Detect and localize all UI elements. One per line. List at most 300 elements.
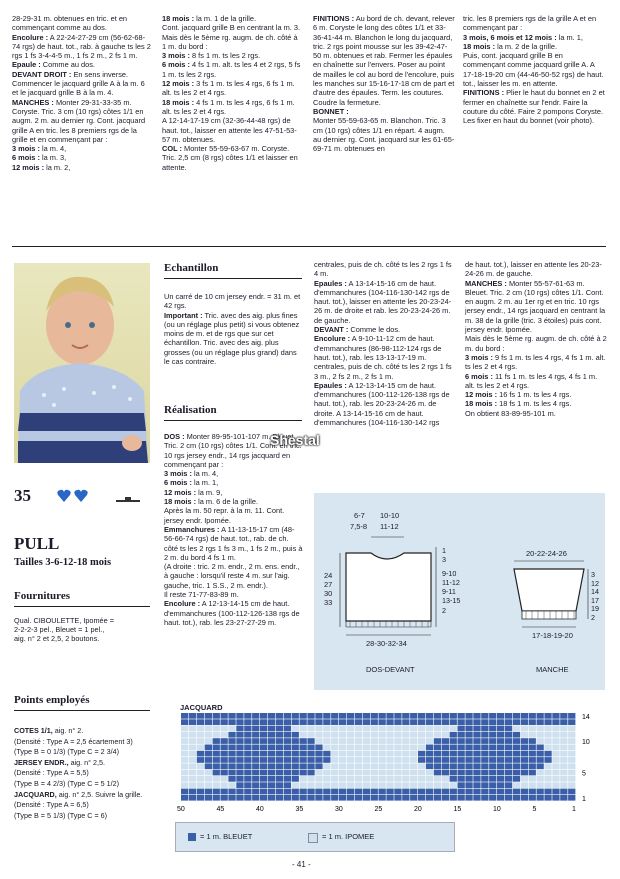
- fournitures-heading: Fournitures: [14, 590, 71, 602]
- jacquard-cell: [379, 776, 386, 782]
- jacquard-cell: [544, 782, 551, 788]
- jacquard-cell: [331, 795, 338, 801]
- jacquard-cell: [315, 757, 322, 763]
- jacquard-cell: [331, 726, 338, 732]
- jacquard-cell: [489, 738, 496, 744]
- paragraph: 6 mois : 4 fs 1 m. alt. ts les 4 et 2 rgs, 5 fs 1 m. ts les 2 rgs.: [162, 60, 301, 79]
- jacquard-cell: [418, 719, 425, 725]
- jacquard-cell: [363, 732, 370, 738]
- jacquard-cell: [228, 789, 235, 795]
- manche-top-label: 20-22-24-26: [526, 549, 567, 558]
- jacquard-cell: [189, 770, 196, 776]
- jacquard-cell: [481, 770, 488, 776]
- jacquard-cell: [197, 776, 204, 782]
- jacquard-cell: [402, 732, 409, 738]
- jacquard-cell: [323, 776, 330, 782]
- jacquard-cell: [300, 795, 307, 801]
- jacquard-cell: [307, 789, 314, 795]
- jacquard-cell: [434, 776, 441, 782]
- jacquard-cell: [450, 751, 457, 757]
- paragraph: Après la m. 50 repr. à la m. 11. Cont. jersey endr. Ipomée.: [164, 506, 285, 525]
- jacquard-cell: [252, 738, 259, 744]
- jacquard-cell: [379, 713, 386, 719]
- jacquard-cell: [505, 745, 512, 751]
- jacquard-cell: [450, 789, 457, 795]
- jacquard-cell: [284, 770, 291, 776]
- jacquard-cell: [521, 763, 528, 769]
- jacquard-cell: [458, 751, 465, 757]
- jacquard-cell: [505, 795, 512, 801]
- y-tick-label: 5: [582, 770, 586, 778]
- jacquard-cell: [458, 763, 465, 769]
- jacquard-cell: [426, 713, 433, 719]
- jacquard-cell: [497, 776, 504, 782]
- jacquard-cell: [284, 776, 291, 782]
- jacquard-cell: [505, 738, 512, 744]
- jacquard-cell: [386, 713, 393, 719]
- dos-devant-label: DOS-DEVANT: [366, 665, 415, 674]
- jacquard-cell: [513, 789, 520, 795]
- jacquard-cell: [544, 719, 551, 725]
- jacquard-cell: [410, 795, 417, 801]
- jacquard-cell: [434, 757, 441, 763]
- jacquard-cell: [221, 757, 228, 763]
- paragraph: (Densité : Type A = 5,5): [14, 768, 89, 778]
- paragraph: 3 mois : la m. 4,: [164, 469, 219, 479]
- jacquard-cell: [236, 751, 243, 757]
- jacquard-cell: [481, 782, 488, 788]
- jacquard-cell: [300, 738, 307, 744]
- jacquard-cell: [268, 726, 275, 732]
- jacquard-cell: [363, 782, 370, 788]
- jacquard-cell: [529, 738, 536, 744]
- jacquard-cell: [268, 757, 275, 763]
- jacquard-cell: [458, 795, 465, 801]
- jacquard-cell: [197, 726, 204, 732]
- jacquard-cell: [513, 795, 520, 801]
- jacquard-cell: [244, 757, 251, 763]
- jacquard-cell: [505, 763, 512, 769]
- jacquard-cell: [568, 732, 575, 738]
- jacquard-cell: [244, 713, 251, 719]
- top-col-1: [12, 14, 152, 172]
- jacquard-cell: [513, 770, 520, 776]
- jacquard-cell: [228, 757, 235, 763]
- paragraph: (Type B = 5 1/3) (Type C = 6): [14, 810, 108, 820]
- realisation-text: [164, 432, 304, 627]
- jacquard-cell: [347, 713, 354, 719]
- jacquard-cell: [560, 776, 567, 782]
- paragraph: 6 mois : la m. 1,: [164, 478, 219, 488]
- jacquard-cell: [363, 776, 370, 782]
- jacquard-cell: [307, 763, 314, 769]
- jacquard-cell: [481, 757, 488, 763]
- jacquard-cell: [481, 732, 488, 738]
- jacquard-cell: [189, 726, 196, 732]
- jacquard-cell: [402, 795, 409, 801]
- jacquard-cell: [244, 795, 251, 801]
- jacquard-cell: [331, 751, 338, 757]
- jacquard-cell: [544, 770, 551, 776]
- jacquard-cell: [339, 763, 346, 769]
- jacquard-cell: [307, 732, 314, 738]
- jacquard-cell: [205, 770, 212, 776]
- jacquard-cell: [537, 732, 544, 738]
- jacquard-cell: [560, 751, 567, 757]
- jacquard-cell: [307, 776, 314, 782]
- jacquard-cell: [197, 770, 204, 776]
- jacquard-cell: [236, 719, 243, 725]
- jacquard-cell: [276, 726, 283, 732]
- jacquard-cell: [442, 789, 449, 795]
- jacquard-cell: [213, 738, 220, 744]
- jacquard-cell: [276, 757, 283, 763]
- jacquard-cell: [537, 795, 544, 801]
- jacquard-cell: [331, 789, 338, 795]
- jacquard-cell: [252, 757, 259, 763]
- jacquard-cell: [260, 763, 267, 769]
- jacquard-cell: [394, 757, 401, 763]
- legend-bleuet-label: = 1 m. BLEUET: [200, 832, 253, 841]
- jacquard-cell: [402, 751, 409, 757]
- jacquard-cell: [315, 732, 322, 738]
- jacquard-cell: [307, 782, 314, 788]
- jacquard-cell: [537, 745, 544, 751]
- jacquard-cell: [347, 726, 354, 732]
- paragraph: MANCHES : Monter 55-57-61-63 m. Bleuet. Tric. 2 cm (10 rgs) côtes 1/1. Cont. en augm. 2 m. au 1er rg et en tric. 10 rgs jersey endr., 14 rgs jacquard en centrant la m. 38 de la grille (tric. 3 étoiles) puis cont. jersey endr. Ipomée.: [465, 278, 606, 335]
- jacquard-cell: [489, 713, 496, 719]
- jacquard-cell: [331, 776, 338, 782]
- jacquard-cell: [284, 745, 291, 751]
- jacquard-cell: [371, 770, 378, 776]
- jacquard-cell: [560, 763, 567, 769]
- jacquard-cell: [458, 789, 465, 795]
- jacquard-cell: [197, 782, 204, 788]
- jacquard-cell: [339, 751, 346, 757]
- jacquard-cell: [189, 763, 196, 769]
- jacquard-cell: [189, 732, 196, 738]
- jacquard-cell: [418, 726, 425, 732]
- jacquard-cell: [363, 745, 370, 751]
- jacquard-cell: [450, 713, 457, 719]
- jacquard-cell: [363, 757, 370, 763]
- jacquard-cell: [323, 789, 330, 795]
- jacquard-cell: [205, 713, 212, 719]
- jacquard-cell: [426, 782, 433, 788]
- jacquard-cell: [236, 776, 243, 782]
- jacquard-cell: [284, 738, 291, 744]
- jacquard-cell: [228, 732, 235, 738]
- jacquard-cell: [213, 732, 220, 738]
- jacquard-cell: [228, 726, 235, 732]
- jacquard-cell: [386, 776, 393, 782]
- jacquard-cell: [213, 763, 220, 769]
- jacquard-cell: [315, 726, 322, 732]
- jacquard-cell: [497, 738, 504, 744]
- jacquard-cell: [529, 719, 536, 725]
- jacquard-cell: [284, 719, 291, 725]
- jacquard-cell: [410, 776, 417, 782]
- jacquard-cell: [315, 745, 322, 751]
- paragraph: 12 mois : 16 fs 1 m. ts les 4 rgs.: [465, 390, 572, 400]
- jacquard-cell: [347, 776, 354, 782]
- jacquard-cell: [371, 795, 378, 801]
- jacquard-cell: [205, 745, 212, 751]
- jacquard-cell: [513, 713, 520, 719]
- jacquard-cell: [315, 751, 322, 757]
- jacquard-cell: [244, 738, 251, 744]
- jacquard-cell: [386, 770, 393, 776]
- jacquard-cell: [363, 770, 370, 776]
- jacquard-cell: [213, 726, 220, 732]
- jacquard-cell: [489, 726, 496, 732]
- jacquard-cell: [236, 782, 243, 788]
- jacquard-cell: [442, 726, 449, 732]
- jacquard-title: JACQUARD: [180, 703, 223, 712]
- jacquard-cell: [292, 782, 299, 788]
- jacquard-cell: [568, 770, 575, 776]
- jacquard-cell: [300, 745, 307, 751]
- jacquard-cell: [386, 763, 393, 769]
- jacquard-cell: [284, 782, 291, 788]
- jacquard-chart: [175, 705, 599, 815]
- jacquard-cell: [363, 726, 370, 732]
- jacquard-cell: [481, 726, 488, 732]
- jacquard-cell: [481, 795, 488, 801]
- jacquard-cell: [379, 732, 386, 738]
- jacquard-cell: [410, 751, 417, 757]
- baby-photo: [14, 263, 150, 463]
- jacquard-cell: [537, 776, 544, 782]
- dos-right-labels: 1 3 9-10 11-12 9-11 13-15 2: [442, 546, 461, 616]
- jacquard-cell: [236, 738, 243, 744]
- jacquard-cell: [450, 732, 457, 738]
- jacquard-cell: [386, 757, 393, 763]
- jacquard-cell: [323, 757, 330, 763]
- jacquard-cell: [181, 776, 188, 782]
- x-tick-label: 20: [414, 806, 422, 814]
- jacquard-cell: [252, 719, 259, 725]
- jacquard-cell: [379, 751, 386, 757]
- jacquard-cell: [489, 782, 496, 788]
- jacquard-cell: [442, 770, 449, 776]
- jacquard-cell: [513, 763, 520, 769]
- jacquard-cell: [521, 726, 528, 732]
- jacquard-cell: [221, 776, 228, 782]
- jacquard-cell: [244, 745, 251, 751]
- paragraph: (Densité : Type A = 2,5 écartement 3): [14, 736, 133, 746]
- jacquard-cell: [276, 789, 283, 795]
- jacquard-cell: [497, 757, 504, 763]
- jacquard-cell: [307, 713, 314, 719]
- jacquard-cell: [213, 770, 220, 776]
- jacquard-cell: [410, 770, 417, 776]
- echantillon-text: [164, 292, 302, 366]
- paragraph: Mais dès le 5ème rg. augm. de ch. côté à 1 m. du bord :: [162, 32, 298, 51]
- jacquard-cell: [221, 719, 228, 725]
- jacquard-cell: [260, 757, 267, 763]
- jacquard-cell: [379, 757, 386, 763]
- jacquard-cell: [568, 782, 575, 788]
- jacquard-cell: [489, 745, 496, 751]
- jacquard-cell: [450, 763, 457, 769]
- jacquard-cell: [371, 738, 378, 744]
- manche-label: MANCHE: [536, 665, 569, 674]
- x-tick-label: 10: [493, 806, 501, 814]
- jacquard-cell: [276, 751, 283, 757]
- jacquard-cell: [418, 738, 425, 744]
- jacquard-cell: [347, 789, 354, 795]
- jacquard-cell: [189, 738, 196, 744]
- jacquard-cell: [355, 738, 362, 744]
- realisation-rule: [164, 420, 302, 421]
- jacquard-cell: [386, 732, 393, 738]
- jacquard-cell: [355, 719, 362, 725]
- jacquard-cell: [434, 745, 441, 751]
- jacquard-cell: [497, 713, 504, 719]
- jacquard-cell: [544, 732, 551, 738]
- jacquard-cell: [560, 713, 567, 719]
- jacquard-cell: [552, 776, 559, 782]
- jacquard-cell: [363, 751, 370, 757]
- jacquard-cell: [481, 763, 488, 769]
- jacquard-cell: [315, 782, 322, 788]
- paragraph: DEVANT DROIT : En sens inverse. Commencer le jacquard grille A à la m. 6 et le jacquard grille B à la m. 4.: [12, 69, 145, 98]
- jacquard-cell: [442, 713, 449, 719]
- jacquard-cell: [418, 757, 425, 763]
- jacquard-cell: [379, 795, 386, 801]
- jacquard-cell: [394, 770, 401, 776]
- jacquard-cell: [268, 751, 275, 757]
- jacquard-cell: [418, 782, 425, 788]
- jacquard-cell: [560, 738, 567, 744]
- top-col-4: [463, 14, 605, 126]
- jacquard-cell: [347, 732, 354, 738]
- jacquard-cell: [355, 770, 362, 776]
- jacquard-cell: [537, 782, 544, 788]
- jacquard-cell: [442, 719, 449, 725]
- jacquard-cell: [521, 732, 528, 738]
- pattern-number: 35: [14, 486, 31, 505]
- jacquard-cell: [221, 789, 228, 795]
- paragraph: 3 mois, 6 mois et 12 mois : la m. 1,: [463, 32, 583, 42]
- jacquard-cell: [489, 751, 496, 757]
- jacquard-cell: [323, 751, 330, 757]
- jacquard-cell: [221, 738, 228, 744]
- jacquard-cell: [221, 745, 228, 751]
- jacquard-cell: [323, 713, 330, 719]
- jacquard-cell: [339, 738, 346, 744]
- jacquard-cell: [213, 745, 220, 751]
- jacquard-cell: [189, 776, 196, 782]
- paragraph: de haut. tot.), laisser en attente les 20-23-24-26 m. de gauche.: [465, 260, 602, 279]
- jacquard-cell: [386, 726, 393, 732]
- paragraph: Cont. jacquard grille B en centrant la m. 3.: [162, 23, 301, 33]
- jacquard-cell: [465, 751, 472, 757]
- jacquard-cell: [292, 776, 299, 782]
- jacquard-cell: [497, 745, 504, 751]
- jacquard-cell: [213, 795, 220, 801]
- paragraph: MANCHES : Monter 29-31-33-35 m. Coryste. Tric. 3 cm (10 rgs) côtes 1/1 en augm. 2 m. au dernier rg. Cont. jacquard grille A en tric. les 8 premiers rgs de la grille et en commençant par :: [12, 97, 146, 144]
- jacquard-cell: [339, 713, 346, 719]
- jacquard-cell: [568, 745, 575, 751]
- jacquard-cell: [473, 732, 480, 738]
- jacquard-cell: [260, 776, 267, 782]
- jacquard-cell: [529, 751, 536, 757]
- jacquard-cell: [386, 789, 393, 795]
- jacquard-cell: [323, 719, 330, 725]
- jacquard-cell: [426, 745, 433, 751]
- jacquard-cell: [418, 770, 425, 776]
- legend-ipomee-label: = 1 m. IPOMEE: [322, 832, 375, 841]
- jacquard-cell: [205, 719, 212, 725]
- jacquard-cell: [434, 719, 441, 725]
- jacquard-cell: [481, 751, 488, 757]
- jacquard-cell: [213, 789, 220, 795]
- jacquard-cell: [489, 776, 496, 782]
- jacquard-cell: [473, 713, 480, 719]
- y-tick-label: 1: [582, 795, 586, 803]
- jacquard-cell: [568, 719, 575, 725]
- jacquard-cell: [221, 795, 228, 801]
- jacquard-cell: [529, 757, 536, 763]
- jacquard-cell: [276, 732, 283, 738]
- jacquard-cell: [355, 763, 362, 769]
- jacquard-cell: [497, 782, 504, 788]
- jacquard-cell: [497, 795, 504, 801]
- dos-top-label-1: 6-7: [354, 511, 365, 520]
- jacquard-cell: [268, 738, 275, 744]
- jacquard-cell: [331, 770, 338, 776]
- jacquard-cell: [189, 713, 196, 719]
- paragraph: Monter 55-59-63-65 m. Blanchon. Tric. 3 cm (10 rgs) côtes 1/1 en répart. 4 augm. au dernier rg. Cont. jacquard sur les 61-65-69-71 m. obtenues en: [313, 116, 455, 154]
- jacquard-cell: [560, 782, 567, 788]
- paragraph: DOS : Monter 89-95-101-107 m. Bleuet. Tric. 2 cm (10 rgs) côtes 1/1. Cont. en tric. 10 rgs jersey endr., 14 rgs jacquard en commençant par :: [164, 432, 302, 469]
- jacquard-cell: [450, 795, 457, 801]
- jacquard-cell: [394, 789, 401, 795]
- jacquard-cell: [489, 770, 496, 776]
- jacquard-cell: [379, 763, 386, 769]
- jacquard-cell: [236, 770, 243, 776]
- paragraph: FINITIONS : Au bord de ch. devant, relever 6 m. Coryste le long des côtes 1/1 et 33-36-41-44 m. Blanchon le long du jacquard, tric. 2 rgs point mousse sur les 39-42-47-50 m. obtenues et rab. Fermer les épaules en chaînette sur l'envers. Poser au point de mailles le col au bord de l'encolure, puis les manches sur 15-16-17-18 cm de part et d'autre des épaules. Term. les coutures. Coudre la fermeture.: [313, 14, 455, 107]
- jacquard-cell: [268, 795, 275, 801]
- jacquard-cell: [252, 713, 259, 719]
- jacquard-cell: [331, 719, 338, 725]
- jacquard-cell: [252, 782, 259, 788]
- jacquard-cell: [181, 763, 188, 769]
- top-col-3: [313, 14, 455, 153]
- jacquard-cell: [189, 782, 196, 788]
- jacquard-cell: [347, 738, 354, 744]
- jacquard-cell: [458, 719, 465, 725]
- jacquard-cell: [473, 795, 480, 801]
- jacquard-cell: [205, 782, 212, 788]
- jacquard-cell: [552, 719, 559, 725]
- jacquard-cell: [300, 719, 307, 725]
- jacquard-cell: [410, 789, 417, 795]
- jacquard-cell: [181, 795, 188, 801]
- jacquard-cell: [521, 776, 528, 782]
- paragraph: tric. les 8 premiers rgs de la grille A et en commençant par :: [463, 14, 597, 33]
- jacquard-cell: [284, 751, 291, 757]
- jacquard-cell: [450, 719, 457, 725]
- jacquard-cell: [505, 713, 512, 719]
- jacquard-cell: [284, 732, 291, 738]
- pattern-sizes: Tailles 3-6-12-18 mois: [14, 557, 112, 568]
- dos-bottom-label: 28-30-32-34: [366, 639, 407, 648]
- jacquard-cell: [252, 795, 259, 801]
- jacquard-cell: [363, 738, 370, 744]
